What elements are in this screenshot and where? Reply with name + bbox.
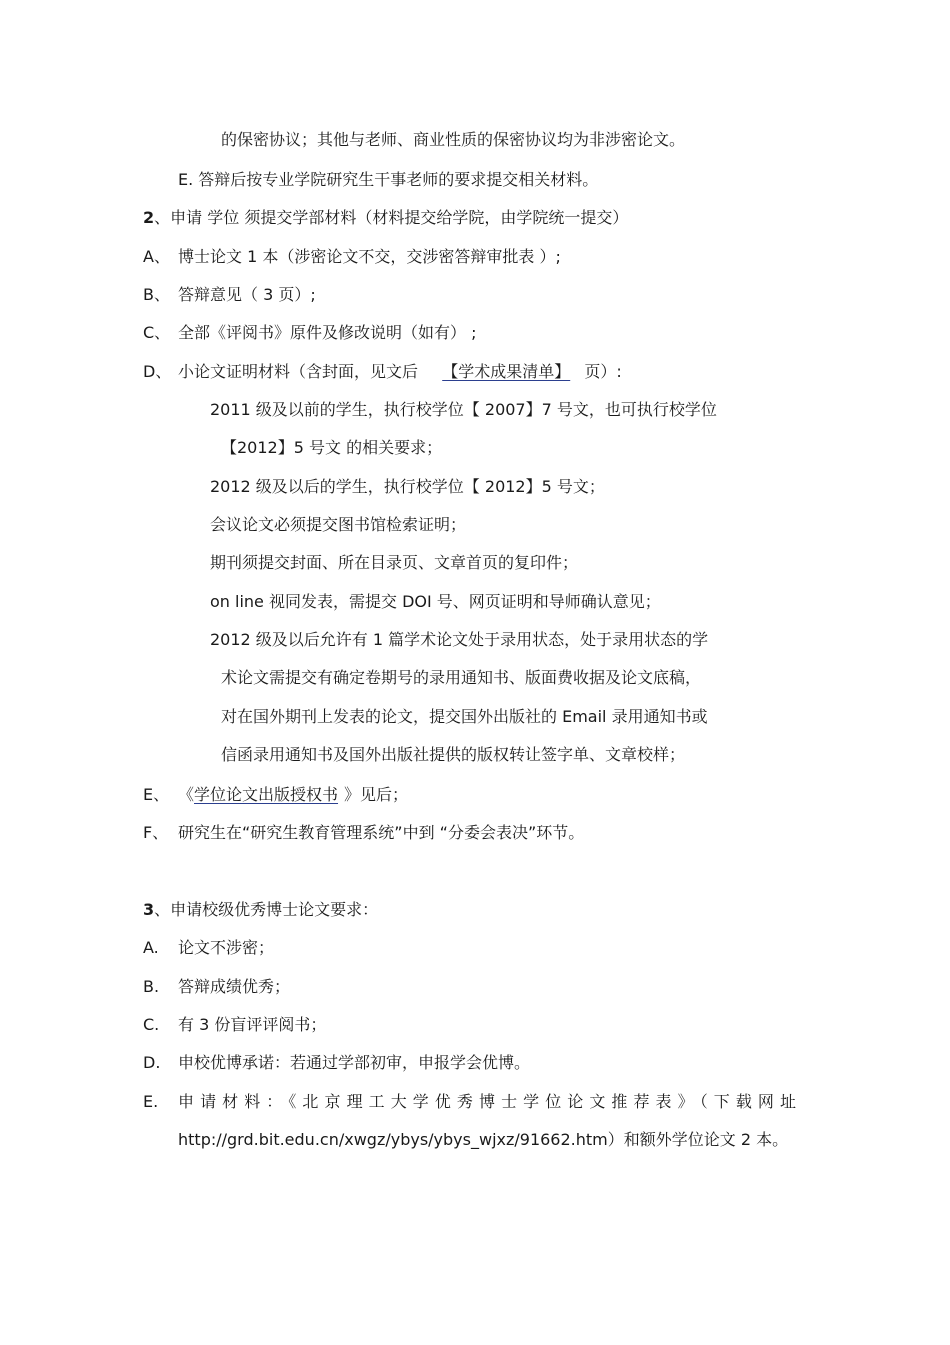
item-text: 有 3 份盲评评阅书； [178, 1015, 327, 1034]
item-text: http://grd.bit.edu.cn/xwgz/ybys/ybys_wjxz/91662.htm）和额外学位论文 2 本。 [178, 1130, 789, 1149]
sub-item-line: 期刊须提交封面、所在目录页、文章首页的复印件； [210, 553, 579, 572]
item-text-part: 页）: [584, 362, 622, 381]
item-label: A. [143, 938, 159, 957]
section-number: 3 [143, 900, 155, 919]
section-title: 、申请校级优秀博士论文要求： [154, 900, 379, 919]
sub-item-line: 会议论文必须提交图书馆检索证明； [210, 515, 467, 534]
sub-item-line: 信函录用通知书及国外出版社提供的版权转让签字单、文章校样； [221, 745, 686, 764]
sub-item-line: 2012 级及以后允许有 1 篇学术论文处于录用状态，处于录用状态的学 [210, 630, 709, 649]
item-text-part: 小论文证明材料（含封面，见文后 [178, 362, 419, 381]
item-text: 申请材料：《北京理工大学优秀博士学位论文推荐表》（下载网址 [178, 1092, 798, 1111]
item-text: 申校优博承诺：若通过学部初审，申报学会优博。 [178, 1053, 531, 1072]
authorization-letter-link[interactable]: 学位论文出版授权书 [194, 785, 339, 804]
item-label: A、 [143, 247, 170, 266]
paragraph-line: 的保密协议；其他与老师、商业性质的保密协议均为非涉密论文。 [221, 130, 686, 149]
item-text [178, 784, 408, 806]
item-text-part: 》见后； [344, 785, 409, 804]
sub-item-line: on line 视同发表，需提交 DOI 号、网页证明和导师确认意见； [210, 592, 661, 611]
item-text-part: 《 [178, 785, 195, 804]
item-text [178, 361, 622, 383]
item-label: D、 [143, 362, 172, 381]
section-number: 2 [143, 208, 155, 227]
item-label: C. [143, 1015, 160, 1034]
item-label: F、 [143, 823, 169, 842]
section-2-heading [143, 207, 628, 229]
sub-item-line: 术论文需提交有确定卷期号的录用通知书、版面费收据及论文底稿， [221, 668, 702, 687]
sub-item-line: 对在国外期刊上发表的论文，提交国外出版社的 Email 录用通知书或 [221, 707, 708, 726]
item-label: E. [143, 1092, 159, 1111]
item-text: 论文不涉密； [178, 938, 275, 957]
item-text: 答辩成绩优秀； [178, 977, 291, 996]
item-label: E、 [143, 785, 170, 804]
item-text: 博士论文 1 本（涉密论文不交，交涉密答辩审批表 ）; [178, 247, 561, 266]
sub-item-line: 【2012】5 号文 的相关要求； [221, 438, 443, 457]
item-text: 研究生在“研究生教育管理系统”中到 “分委会表决”环节。 [178, 823, 585, 842]
sub-item-line: 2012 级及以后的学生，执行校学位【 2012】5 号文； [210, 477, 605, 496]
section-3-heading [143, 899, 378, 921]
item-label: D. [143, 1053, 161, 1072]
item-label: B. [143, 977, 160, 996]
item-text: 全部《评阅书》原件及修改说明（如有） ; [178, 323, 477, 342]
section-title: 、申请 学位 须提交学部材料（材料提交给学院，由学院统一提交） [154, 208, 629, 227]
paragraph-line: E. 答辩后按专业学院研究生干事老师的要求提交相关材料。 [178, 170, 599, 189]
item-label: C、 [143, 323, 171, 342]
item-label: B、 [143, 285, 170, 304]
sub-item-line: 2011 级及以前的学生，执行校学位【 2007】7 号文，也可执行校学位 [210, 400, 717, 419]
item-text: 答辩意见（ 3 页）; [178, 285, 316, 304]
academic-results-link[interactable]: 【学术成果清单】 [442, 362, 571, 381]
